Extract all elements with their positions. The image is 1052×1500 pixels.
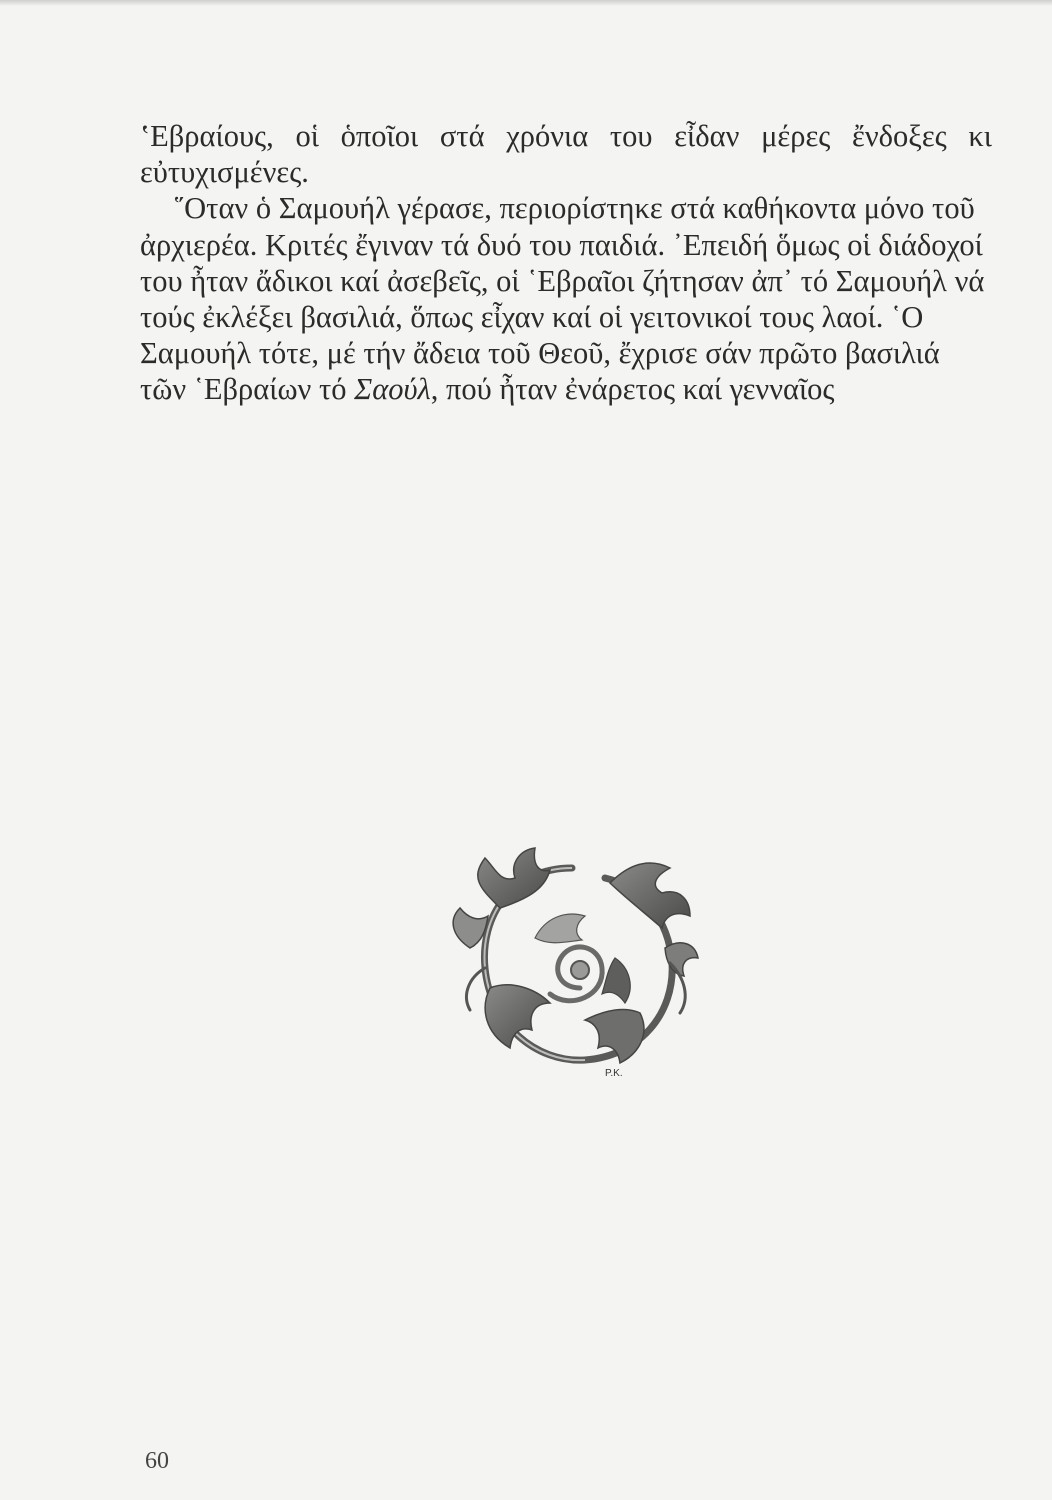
acanthus-scroll-ornament-icon	[440, 838, 705, 1093]
body-text	[140, 118, 992, 408]
page-number: 60	[145, 1448, 169, 1474]
paragraph-2-text-before: ῞Οταν ὁ Σαμουήλ γέρασε, περιορίστηκε στά καθήκοντα μόνο τοῦ ἀρχιερέα. Κριτές ἔγιναν τά δυό του παιδιά. ᾿Επειδή ὅμως οἱ διάδοχοί του ἦταν ἄδικοι καί ἀσεβεῖς, οἱ ῾Εβραῖοι ζήτησαν ἀπ᾿ τό Σαμουήλ νά τούς ἐκλέξει βασιλιά, ὅπως εἶχαν καί οἱ γειτονικοί τους λαοί. ῾Ο Σαμουήλ τότε, μέ τήν ἄδεια τοῦ Θεοῦ, ἔχρισε σάν πρῶτο βασιλιά τῶν ῾Εβραίων τό	[140, 191, 985, 407]
paragraph-1: ʽΕβραίους, οἱ ὁποῖοι στά χρόνια του εἶδαν μέρες ἔνδοξες κι εὐτυχισμένες.	[140, 119, 992, 190]
paragraph-2-text-after: , πού ἦταν ἐνάρετος καί γενναῖος	[430, 372, 835, 407]
name-saul-italic: Σαούλ	[354, 372, 431, 407]
ornament-signature: P.K.	[605, 1068, 623, 1079]
paragraph-2	[140, 190, 992, 407]
page-top-edge	[0, 0, 1052, 6]
